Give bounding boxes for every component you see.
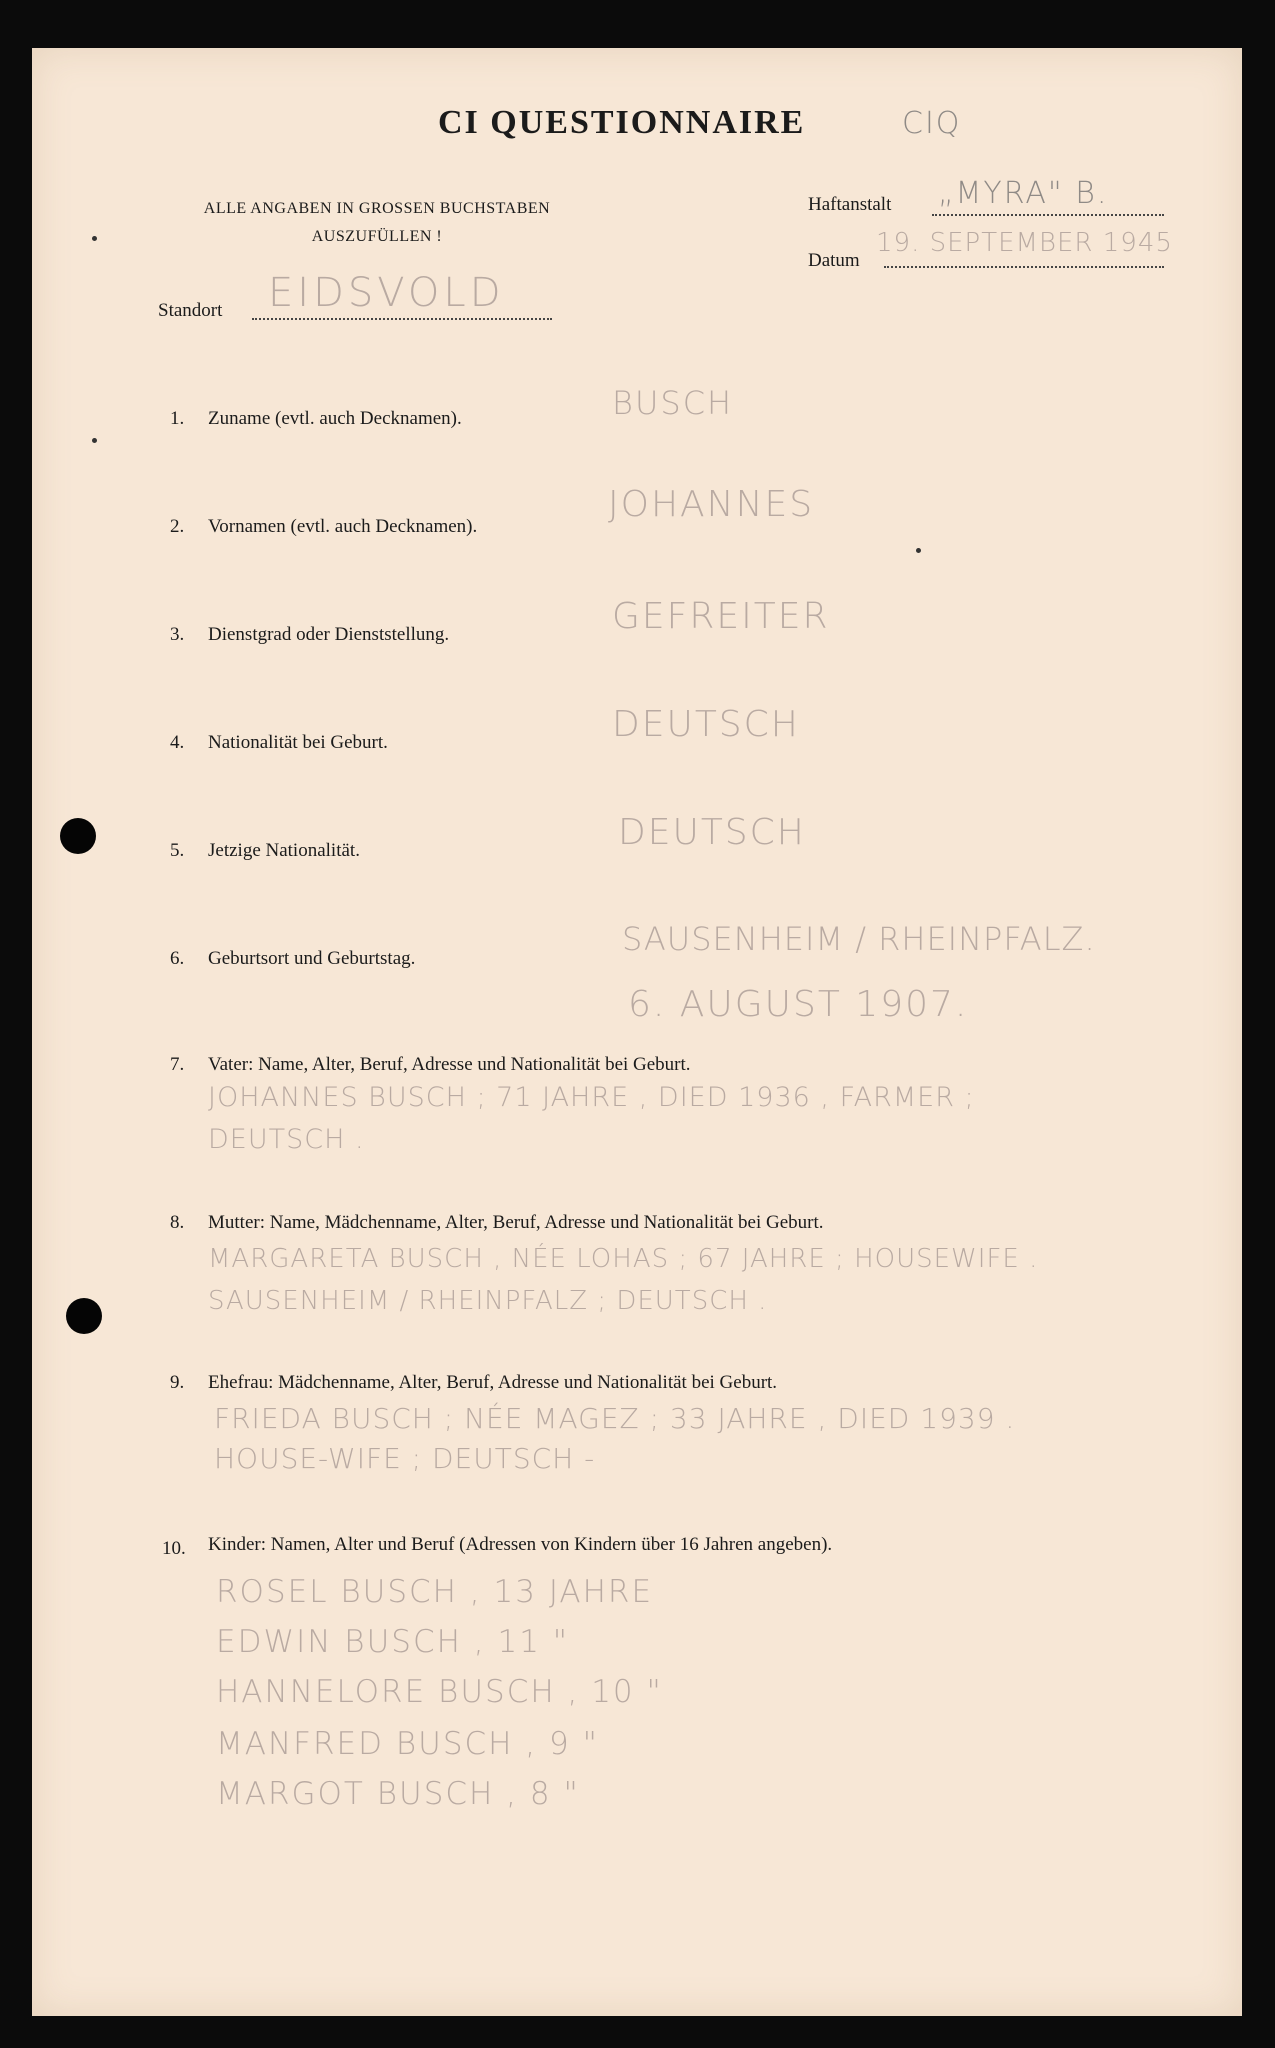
question-3-label: Dienstgrad oder Dienststellung. xyxy=(208,624,450,645)
question-2-answer: JOHANNES xyxy=(608,484,815,525)
question-2-number: 2. xyxy=(170,516,185,537)
question-10-number: 10. xyxy=(162,1538,186,1559)
question-9-label: Ehefrau: Mädchenname, Alter, Beruf, Adresse und Nationalität bei Geburt. xyxy=(208,1372,778,1393)
question-10-answer-line-3: HANNELORE BUSCH , 10 " xyxy=(216,1674,663,1710)
question-9-number: 9. xyxy=(170,1372,185,1393)
haftanstalt-label: Haftanstalt xyxy=(808,194,892,215)
standort-label: Standort xyxy=(158,300,223,321)
question-7-label: Vater: Name, Alter, Beruf, Adresse und Nationalität bei Geburt. xyxy=(208,1054,691,1075)
paper-speck xyxy=(92,236,97,241)
question-3-number: 3. xyxy=(170,624,185,645)
question-6-answer-line-1: SAUSENHEIM / RHEINPFALZ. xyxy=(622,920,1096,958)
datum-label: Datum xyxy=(808,250,860,271)
question-10-answer-line-1: ROSEL BUSCH , 13 JAHRE xyxy=(216,1574,654,1610)
question-10-answer-line-2: EDWIN BUSCH , 11 " xyxy=(216,1624,570,1660)
question-5-label: Jetzige Nationalität. xyxy=(208,840,360,861)
question-10-answer-line-5: MARGOT BUSCH , 8 " xyxy=(216,1776,580,1812)
question-6-label: Geburtsort und Geburtstag. xyxy=(208,948,416,969)
question-9-answer-line-2: HOUSE-WIFE ; DEUTSCH - xyxy=(214,1442,596,1475)
haftanstalt-line xyxy=(932,214,1164,216)
datum-value: 19. SEPTEMBER 1945 xyxy=(876,228,1173,258)
question-4-label: Nationalität bei Geburt. xyxy=(208,732,388,753)
question-4-answer: DEUTSCH xyxy=(612,704,800,745)
question-6-answer-line-2: 6. AUGUST 1907. xyxy=(628,984,969,1025)
instruction-line-2: AUSZUFÜLLEN ! xyxy=(311,228,443,245)
question-7-answer-line-2: DEUTSCH . xyxy=(208,1124,365,1155)
standort-value: EIDSVOLD xyxy=(268,270,505,316)
question-8-answer-line-2: SAUSENHEIM / RHEINPFALZ ; DEUTSCH . xyxy=(208,1286,768,1316)
punch-hole xyxy=(60,818,96,854)
question-2-label: Vornamen (evtl. auch Decknamen). xyxy=(208,516,478,537)
punch-hole xyxy=(66,1298,102,1334)
question-4-number: 4. xyxy=(170,732,185,753)
question-5-number: 5. xyxy=(170,840,185,861)
question-7-number: 7. xyxy=(170,1054,185,1075)
question-5-answer: DEUTSCH xyxy=(618,812,806,853)
instruction-line-1: ALLE ANGABEN IN GROSSEN BUCHSTABEN xyxy=(203,200,551,217)
datum-line xyxy=(884,266,1164,268)
question-1-answer: BUSCH xyxy=(612,384,734,422)
question-1-number: 1. xyxy=(170,408,185,429)
question-7-answer-line-1: JOHANNES BUSCH ; 71 JAHRE , DIED 1936 , FARMER ; xyxy=(208,1082,975,1113)
form-title: CI QUESTIONNAIRE xyxy=(438,104,806,141)
question-10-answer-line-4: MANFRED BUSCH , 9 " xyxy=(216,1726,599,1762)
question-9-answer-line-1: FRIEDA BUSCH ; NÉE MAGEZ ; 33 JAHRE , DIED 1939 . xyxy=(214,1402,1016,1435)
paper-speck xyxy=(92,438,97,443)
question-1-label: Zuname (evtl. auch Decknamen). xyxy=(208,408,462,429)
question-8-answer-line-1: MARGARETA BUSCH , NÉE LOHAS ; 67 JAHRE ; HOUSEWIFE . xyxy=(208,1244,1039,1274)
title-annotation: CIQ xyxy=(902,106,962,141)
standort-line xyxy=(252,318,552,320)
question-8-label: Mutter: Name, Mädchenname, Alter, Beruf, Adresse und Nationalität bei Geburt. xyxy=(208,1212,824,1233)
question-6-number: 6. xyxy=(170,948,185,969)
question-8-number: 8. xyxy=(170,1212,185,1233)
question-3-answer: GEFREITER xyxy=(612,596,830,637)
paper-speck xyxy=(916,548,921,553)
haftanstalt-value: „MYRA" B. xyxy=(938,176,1109,211)
questionnaire-sheet xyxy=(32,48,1242,2016)
question-10-label: Kinder: Namen, Alter und Beruf (Adressen von Kindern über 16 Jahren angeben). xyxy=(208,1534,833,1555)
